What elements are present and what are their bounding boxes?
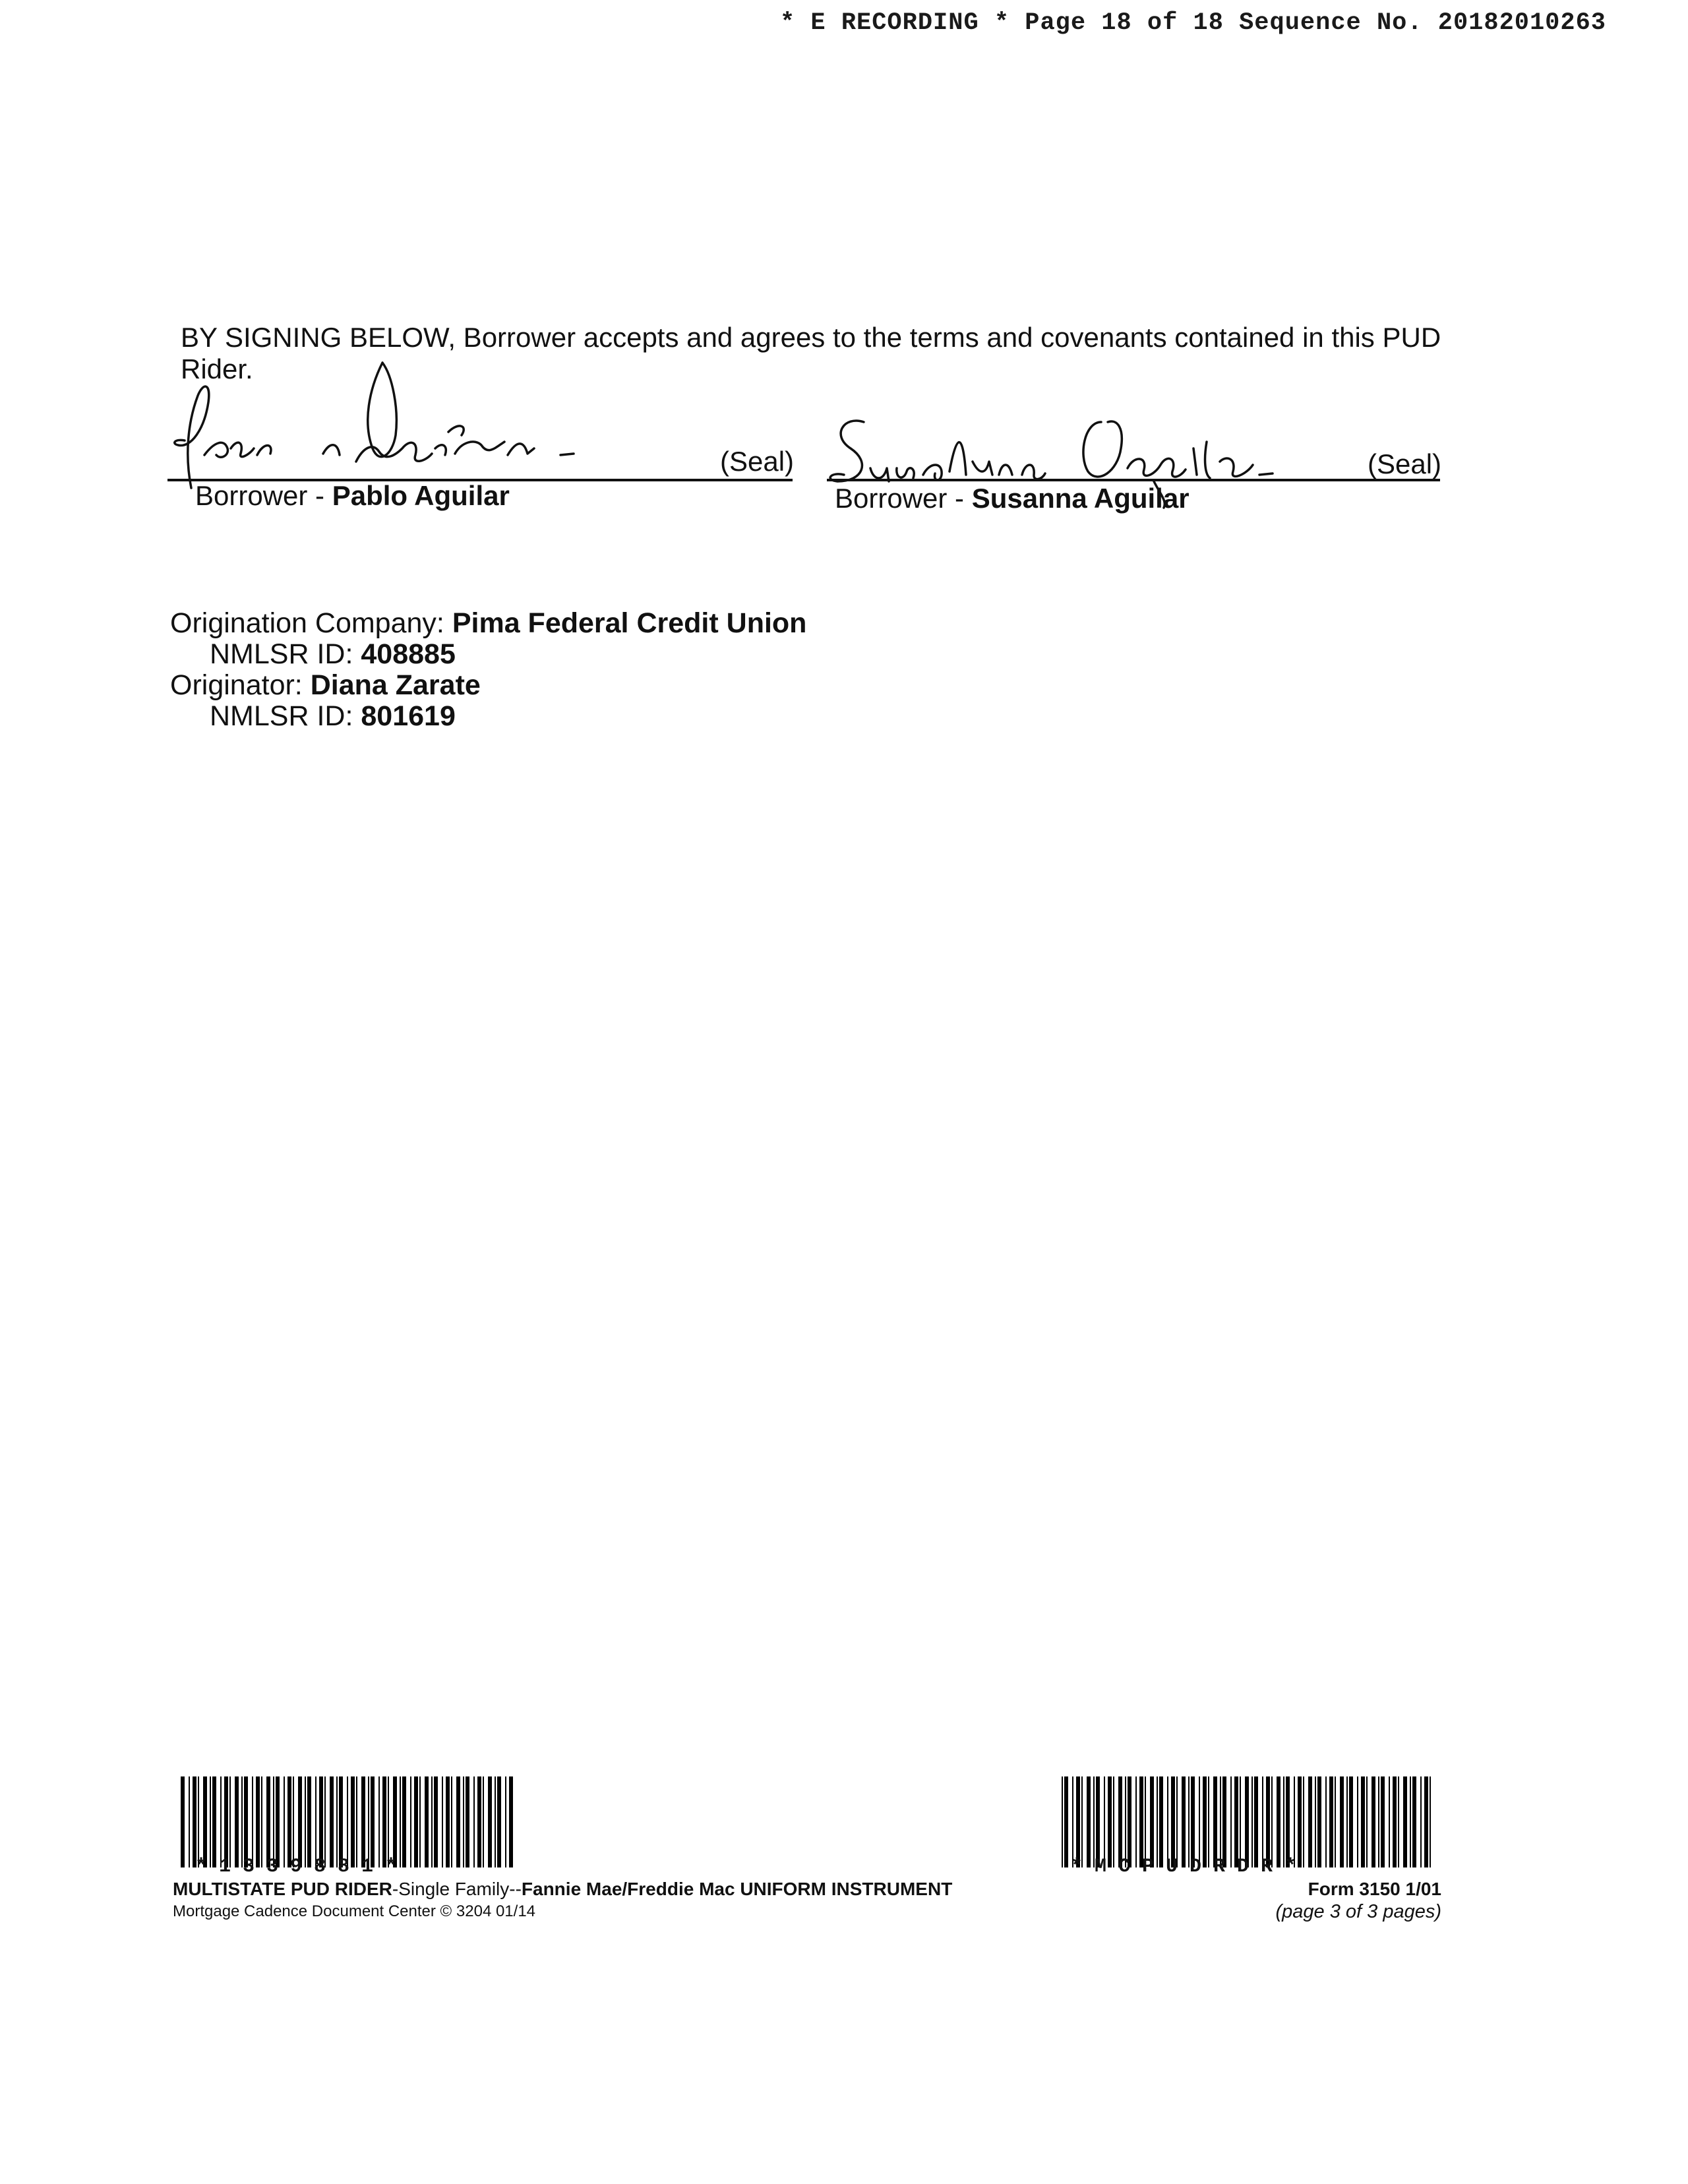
barcode-bar bbox=[1420, 1776, 1422, 1867]
originator-line bbox=[170, 670, 806, 701]
barcode-bar bbox=[1104, 1776, 1105, 1867]
barcode-bar bbox=[235, 1776, 239, 1867]
footer-title-bold-2: Fannie Mae/Freddie Mac UNIFORM INSTRUMENT bbox=[521, 1879, 953, 1899]
barcode-bar bbox=[1366, 1776, 1368, 1867]
borrower-1-name: Pablo Aguilar bbox=[332, 480, 510, 511]
barcode-bar bbox=[1349, 1776, 1353, 1867]
barcode-bar bbox=[378, 1776, 380, 1867]
barcode-bar bbox=[1076, 1776, 1080, 1867]
barcode-bar bbox=[1108, 1776, 1112, 1867]
company-nmlsr-id: 408885 bbox=[361, 638, 456, 670]
barcode-bar bbox=[1145, 1776, 1146, 1867]
originator-nmlsr-line bbox=[170, 701, 806, 732]
barcode-bar bbox=[1208, 1776, 1209, 1867]
barcode-bar bbox=[451, 1776, 452, 1867]
barcode-bar bbox=[1176, 1776, 1178, 1867]
barcode-bar bbox=[1430, 1776, 1431, 1867]
footer-title bbox=[173, 1878, 952, 1900]
barcode-bar bbox=[402, 1776, 406, 1867]
barcode-bar bbox=[224, 1776, 228, 1867]
barcode-bar bbox=[273, 1776, 274, 1867]
barcode-bar bbox=[244, 1776, 248, 1867]
barcode-bar bbox=[1335, 1776, 1336, 1867]
barcode-left bbox=[181, 1776, 518, 1867]
barcode-bar bbox=[339, 1776, 343, 1867]
barcode-bar bbox=[347, 1776, 348, 1867]
barcode-bar bbox=[368, 1776, 369, 1867]
barcode-bar bbox=[1361, 1776, 1365, 1867]
barcode-bar bbox=[266, 1776, 270, 1867]
barcode-bar bbox=[1081, 1776, 1083, 1867]
barcode-bar bbox=[1157, 1776, 1158, 1867]
barcode-bar bbox=[276, 1776, 280, 1867]
barcode-bar bbox=[287, 1776, 291, 1867]
barcode-bar bbox=[1286, 1776, 1290, 1867]
barcode-bar bbox=[400, 1776, 401, 1867]
barcode-bar bbox=[425, 1776, 429, 1867]
barcode-bar bbox=[198, 1776, 199, 1867]
barcode-bar bbox=[261, 1776, 262, 1867]
barcode-bar bbox=[434, 1776, 438, 1867]
barcode-bar bbox=[477, 1776, 481, 1867]
barcode-bar bbox=[431, 1776, 433, 1867]
signature-line-2 bbox=[827, 479, 1440, 481]
barcode-bar bbox=[442, 1776, 443, 1867]
origination-company-name: Pima Federal Credit Union bbox=[452, 607, 807, 639]
barcode-bar bbox=[446, 1776, 450, 1867]
barcode-bar bbox=[336, 1776, 338, 1867]
barcode-bar bbox=[1317, 1776, 1321, 1867]
barcode-bar bbox=[382, 1776, 386, 1867]
barcode-bar bbox=[1325, 1776, 1327, 1867]
barcode-bar bbox=[1062, 1776, 1063, 1867]
barcode-bar bbox=[483, 1776, 484, 1867]
barcode-bar bbox=[371, 1776, 375, 1867]
barcode-bar bbox=[330, 1776, 334, 1867]
barcode-bar bbox=[1240, 1776, 1241, 1867]
origination-company-label: Origination Company: bbox=[170, 607, 452, 639]
signature-pablo-aguilar bbox=[165, 356, 626, 495]
originator-nmlsr-id: 801619 bbox=[361, 700, 456, 732]
barcode-bar bbox=[356, 1776, 357, 1867]
barcode-bar bbox=[1283, 1776, 1284, 1867]
barcode-bar bbox=[1113, 1776, 1114, 1867]
barcode-bar bbox=[1213, 1776, 1217, 1867]
barcode-bar bbox=[319, 1776, 323, 1867]
company-nmlsr-label: NMLSR ID: bbox=[210, 638, 361, 670]
barcode-bar bbox=[1251, 1776, 1253, 1867]
barcode-bar bbox=[419, 1776, 421, 1867]
barcode-bar bbox=[256, 1776, 260, 1867]
barcode-left-text: * 1 3 3 9 8 8 1 * bbox=[195, 1856, 398, 1878]
barcode-bar bbox=[315, 1776, 316, 1867]
barcode-bar bbox=[1093, 1776, 1095, 1867]
barcode-bar bbox=[203, 1776, 207, 1867]
barcode-bar bbox=[1298, 1776, 1302, 1867]
barcode-bar bbox=[505, 1776, 506, 1867]
footer-left bbox=[173, 1878, 952, 1923]
seal-label-2: (Seal) bbox=[1368, 448, 1442, 479]
barcode-bar bbox=[1072, 1776, 1073, 1867]
barcode-bar bbox=[351, 1776, 355, 1867]
barcode-bar bbox=[1254, 1776, 1258, 1867]
seal-label-1: (Seal) bbox=[720, 446, 795, 477]
borrower-2-role: Borrower - bbox=[835, 483, 972, 514]
barcode-bar bbox=[466, 1776, 469, 1867]
barcode-bar bbox=[1372, 1776, 1375, 1867]
barcode-bar bbox=[1087, 1776, 1091, 1867]
barcode-bar bbox=[497, 1776, 501, 1867]
barcode-bar bbox=[1064, 1776, 1068, 1867]
barcode-bar bbox=[414, 1776, 418, 1867]
barcode-bar bbox=[456, 1776, 460, 1867]
barcode-bar bbox=[1308, 1776, 1312, 1867]
footer-document-center: Mortgage Cadence Document Center © 3204 01/14 bbox=[173, 1902, 536, 1920]
barcode-bar bbox=[229, 1776, 231, 1867]
barcode-bar bbox=[181, 1776, 185, 1867]
barcode-bar bbox=[1167, 1776, 1168, 1867]
barcode-right-text: * M C P U D R D R * bbox=[1071, 1856, 1297, 1878]
barcode-bar bbox=[473, 1776, 475, 1867]
barcode-bar bbox=[1357, 1776, 1358, 1867]
barcode-bar bbox=[1182, 1776, 1186, 1867]
barcode-bar bbox=[1118, 1776, 1122, 1867]
barcode-bar bbox=[1230, 1776, 1232, 1867]
barcode-bar bbox=[241, 1776, 243, 1867]
origination-block bbox=[170, 608, 806, 732]
barcode-bar bbox=[324, 1776, 326, 1867]
barcode-bar bbox=[1150, 1776, 1154, 1867]
barcode-bar bbox=[193, 1776, 196, 1867]
barcode-bar bbox=[210, 1776, 211, 1867]
barcode-bar bbox=[1398, 1776, 1399, 1867]
barcode-bar bbox=[1389, 1776, 1390, 1867]
barcode-bar bbox=[1378, 1776, 1379, 1867]
company-nmlsr-line bbox=[170, 639, 806, 670]
barcode-bar bbox=[1159, 1776, 1163, 1867]
borrower-2-label bbox=[835, 483, 1190, 514]
barcode-bar bbox=[298, 1776, 302, 1867]
barcode-bar bbox=[1329, 1776, 1333, 1867]
barcode-bar bbox=[1203, 1776, 1207, 1867]
barcode-bar bbox=[1096, 1776, 1100, 1867]
barcode-bar bbox=[509, 1776, 513, 1867]
barcode-bar bbox=[1199, 1776, 1200, 1867]
barcode-bar bbox=[388, 1776, 389, 1867]
barcode-bar bbox=[284, 1776, 285, 1867]
barcode-bar bbox=[212, 1776, 216, 1867]
barcode-bar bbox=[1266, 1776, 1270, 1867]
originator-nmlsr-label: NMLSR ID: bbox=[210, 700, 361, 732]
barcode-bar bbox=[463, 1776, 464, 1867]
barcode-bar bbox=[1412, 1776, 1416, 1867]
borrower-2-name: Susanna Aguilar bbox=[971, 483, 1190, 514]
footer-title-bold: MULTISTATE PUD RIDER bbox=[173, 1879, 392, 1899]
barcode-bar bbox=[1128, 1776, 1131, 1867]
origination-company-line bbox=[170, 608, 806, 639]
barcode-bar bbox=[1245, 1776, 1249, 1867]
barcode-bar bbox=[1188, 1776, 1190, 1867]
barcode-bar bbox=[1220, 1776, 1221, 1867]
footer-page-count: (page 3 of 3 pages) bbox=[1275, 1901, 1441, 1922]
barcode-bar bbox=[1222, 1776, 1226, 1867]
barcode-bar bbox=[393, 1776, 397, 1867]
barcode-bar bbox=[1191, 1776, 1195, 1867]
barcode-bar bbox=[1381, 1776, 1385, 1867]
barcode-bar bbox=[1171, 1776, 1175, 1867]
barcode-bar bbox=[1135, 1776, 1137, 1867]
barcode-bar bbox=[220, 1776, 222, 1867]
originator-name: Diana Zarate bbox=[310, 669, 481, 701]
barcode-bar bbox=[1424, 1776, 1428, 1867]
barcode-bar bbox=[1125, 1776, 1126, 1867]
barcode-bar bbox=[1234, 1776, 1238, 1867]
barcode-bar bbox=[495, 1776, 496, 1867]
barcode-bar bbox=[293, 1776, 294, 1867]
barcode-right bbox=[1062, 1776, 1435, 1867]
barcode-bar bbox=[1139, 1776, 1143, 1867]
footer-right bbox=[1275, 1878, 1441, 1923]
barcode-bar bbox=[305, 1776, 306, 1867]
footer-title-normal: -Single Family-- bbox=[392, 1879, 522, 1899]
borrower-1-label bbox=[195, 480, 510, 512]
barcode-bar bbox=[1294, 1776, 1295, 1867]
footer-form-number: Form 3150 1/01 bbox=[1308, 1879, 1441, 1899]
barcode-bar bbox=[1410, 1776, 1411, 1867]
barcode-bar bbox=[1315, 1776, 1316, 1867]
barcode-bar bbox=[189, 1776, 190, 1867]
barcode-bar bbox=[252, 1776, 253, 1867]
barcode-bar bbox=[1271, 1776, 1273, 1867]
acknowledgement-text: BY SIGNING BELOW, Borrower accepts and agrees to the terms and covenants contained in this PUD Rider. bbox=[181, 322, 1441, 384]
barcode-bar bbox=[410, 1776, 411, 1867]
barcode-bar bbox=[1262, 1776, 1263, 1867]
barcode-bar bbox=[1403, 1776, 1407, 1867]
recording-header: * E RECORDING * Page 18 of 18 Sequence No. 20182010263 bbox=[780, 9, 1606, 37]
barcode-bar bbox=[1346, 1776, 1348, 1867]
borrower-1-role: Borrower - bbox=[195, 480, 332, 511]
barcode-bar bbox=[1393, 1776, 1397, 1867]
barcode-bar bbox=[1277, 1776, 1281, 1867]
barcode-bar bbox=[307, 1776, 311, 1867]
originator-label: Originator: bbox=[170, 669, 311, 701]
barcode-bar bbox=[488, 1776, 492, 1867]
barcode-bar bbox=[1303, 1776, 1304, 1867]
barcode-bar bbox=[361, 1776, 365, 1867]
barcode-bar bbox=[1340, 1776, 1344, 1867]
